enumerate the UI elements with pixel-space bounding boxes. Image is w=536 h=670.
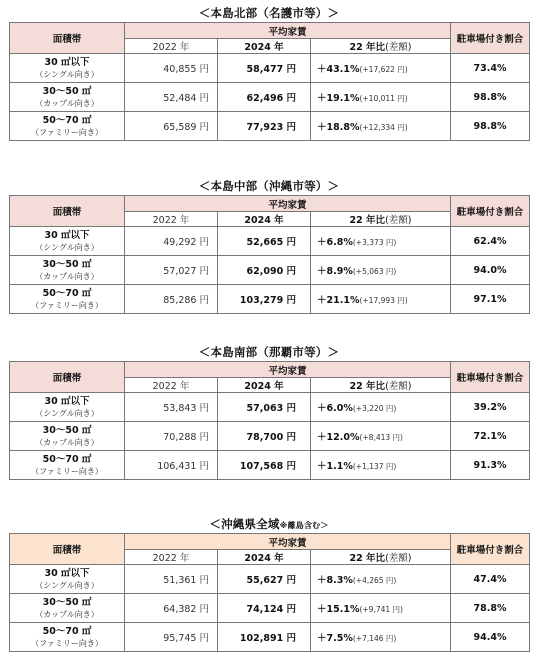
table-row [10,393,530,422]
rent-2024: 107,568 円 [218,451,311,480]
header-compare: 22 年比(差額) [311,212,451,227]
section-title: ＜本島南部（那覇市等）＞ [198,345,340,359]
section-prefecture [9,515,529,652]
rent-change: ＋6.8%(+3,373 円) [311,227,451,256]
rent-change: ＋12.0%(+8,413 円) [311,422,451,451]
section-central [9,177,529,314]
section-south [9,343,529,480]
header-avg-rent: 平均家賃 [125,362,451,378]
section-north [9,4,529,141]
header-parking: 駐車場付き割合 [451,534,530,565]
area-cell: 30 ㎡以下 （シングル向き） [10,54,125,83]
rent-2024: 62,090 円 [218,256,311,285]
table-row [10,565,530,594]
parking-ratio: 73.4% [451,54,530,83]
header-avg-rent: 平均家賃 [125,196,451,212]
header-2022: 2022 年 [125,378,218,393]
table-row [10,54,530,83]
parking-ratio: 72.1% [451,422,530,451]
parking-ratio: 91.3% [451,451,530,480]
header-2024: 2024 年 [218,212,311,227]
rent-2022: 95,745 円 [125,623,218,652]
table-row [10,594,530,623]
parking-ratio: 98.8% [451,83,530,112]
rent-2024: 55,627 円 [218,565,311,594]
header-2024: 2024 年 [218,378,311,393]
area-cell: 30 ㎡以下 （シングル向き） [10,393,125,422]
rent-change: ＋19.1%(+10,011 円) [311,83,451,112]
rent-2022: 85,286 円 [125,285,218,314]
parking-ratio: 94.0% [451,256,530,285]
table-row [10,112,530,141]
area-cell: 30～50 ㎡ （カップル向き） [10,83,125,112]
rent-2024: 78,700 円 [218,422,311,451]
rent-2024: 102,891 円 [218,623,311,652]
header-compare: 22 年比(差額) [311,378,451,393]
parking-ratio: 97.1% [451,285,530,314]
parking-ratio: 78.8% [451,594,530,623]
header-compare: 22 年比(差額) [311,39,451,54]
header-compare: 22 年比(差額) [311,550,451,565]
parking-ratio: 39.2% [451,393,530,422]
header-2024: 2024 年 [218,39,311,54]
header-avg-rent: 平均家賃 [125,23,451,39]
rent-2024: 57,063 円 [218,393,311,422]
table-row [10,227,530,256]
header-avg-rent: 平均家賃 [125,534,451,550]
table-row [10,83,530,112]
rent-2022: 65,589 円 [125,112,218,141]
parking-ratio: 98.8% [451,112,530,141]
header-area: 面積帯 [10,362,125,393]
area-cell: 30～50 ㎡ （カップル向き） [10,422,125,451]
header-area: 面積帯 [10,23,125,54]
rent-2024: 77,923 円 [218,112,311,141]
rent-change: ＋8.3%(+4,265 円) [311,565,451,594]
section-title: ＜沖縄県全域※離島含む＞ [209,517,329,531]
rent-table [9,361,530,480]
rent-change: ＋6.0%(+3,220 円) [311,393,451,422]
table-row [10,256,530,285]
rent-2022: 49,292 円 [125,227,218,256]
area-cell: 30 ㎡以下 （シングル向き） [10,565,125,594]
rent-2022: 57,027 円 [125,256,218,285]
header-2024: 2024 年 [218,550,311,565]
rent-change: ＋8.9%(+5,063 円) [311,256,451,285]
table-row [10,422,530,451]
parking-ratio: 94.4% [451,623,530,652]
rent-change: ＋1.1%(+1,137 円) [311,451,451,480]
table-row [10,285,530,314]
header-parking: 駐車場付き割合 [451,362,530,393]
rent-change: ＋21.1%(+17,993 円) [311,285,451,314]
header-parking: 駐車場付き割合 [451,23,530,54]
parking-ratio: 62.4% [451,227,530,256]
rent-2022: 52,484 円 [125,83,218,112]
rent-2022: 106,431 円 [125,451,218,480]
header-2022: 2022 年 [125,212,218,227]
rent-2022: 51,361 円 [125,565,218,594]
rent-2022: 40,855 円 [125,54,218,83]
area-cell: 50～70 ㎡ （ファミリー向き） [10,623,125,652]
area-cell: 30～50 ㎡ （カップル向き） [10,256,125,285]
header-2022: 2022 年 [125,39,218,54]
table-row [10,623,530,652]
rent-change: ＋7.5%(+7,146 円) [311,623,451,652]
rent-2022: 64,382 円 [125,594,218,623]
area-cell: 50～70 ㎡ （ファミリー向き） [10,451,125,480]
rent-2024: 52,665 円 [218,227,311,256]
rent-2022: 53,843 円 [125,393,218,422]
header-area: 面積帯 [10,534,125,565]
rent-change: ＋18.8%(+12,334 円) [311,112,451,141]
rent-change: ＋15.1%(+9,741 円) [311,594,451,623]
rent-2022: 70,288 円 [125,422,218,451]
rent-2024: 62,496 円 [218,83,311,112]
rent-table [9,533,530,652]
rent-2024: 103,279 円 [218,285,311,314]
area-cell: 30～50 ㎡ （カップル向き） [10,594,125,623]
rent-2024: 74,124 円 [218,594,311,623]
header-2022: 2022 年 [125,550,218,565]
parking-ratio: 47.4% [451,565,530,594]
header-area: 面積帯 [10,196,125,227]
rent-table [9,22,530,141]
area-cell: 30 ㎡以下 （シングル向き） [10,227,125,256]
rent-change: ＋43.1%(+17,622 円) [311,54,451,83]
rent-table [9,195,530,314]
header-parking: 駐車場付き割合 [451,196,530,227]
rent-2024: 58,477 円 [218,54,311,83]
table-row [10,451,530,480]
section-title: ＜本島中部（沖縄市等）＞ [198,179,340,193]
area-cell: 50～70 ㎡ （ファミリー向き） [10,285,125,314]
section-title: ＜本島北部（名護市等）＞ [198,6,340,20]
area-cell: 50～70 ㎡ （ファミリー向き） [10,112,125,141]
